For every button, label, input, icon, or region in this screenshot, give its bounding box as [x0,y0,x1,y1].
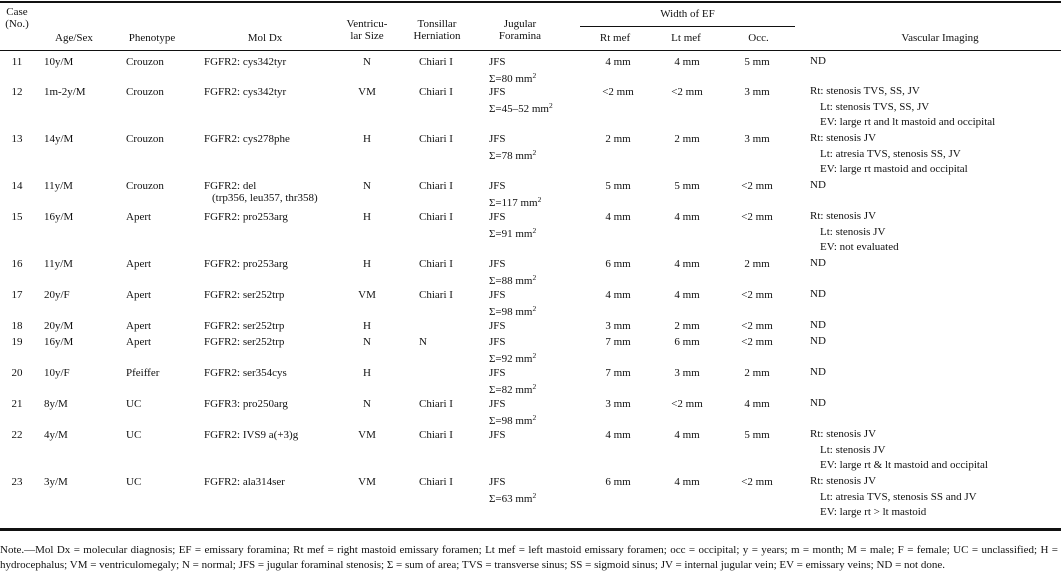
jf-area-text: Σ=80 mm [489,73,533,85]
jf-area-text: Σ=88 mm [489,275,533,287]
age-sex: 8y/M [44,398,68,410]
phenotype: Pfeiffer [126,367,160,379]
mol-dx [204,289,284,301]
jf-area-text: Σ=91 mm [489,228,533,240]
jugular-foramina [489,476,536,505]
ventricular-size: H [363,320,371,332]
jfs-text: JFS [489,289,506,301]
tonsillar-herniation: Chiari I [419,429,453,441]
lt-mef: 2 mm [674,133,700,145]
mol-dx-line: FGFR2: del [204,180,257,192]
lt-mef: 5 mm [674,180,700,192]
case-number: 21 [11,398,23,410]
vascular-line: Rt: stenosis JV [810,210,877,222]
vascular-line: ND [810,179,826,191]
jfs-text: JFS [489,56,506,68]
width-of-ef-rule [580,26,795,27]
jfs-label [489,336,536,348]
jfs-label [489,211,536,223]
lt-mef: 3 mm [674,367,700,379]
jf-area-text: Σ=78 mm [489,150,533,162]
header-occ: Occ. [748,32,769,44]
tonsillar-herniation: Chiari I [419,258,453,270]
rt-mef: 4 mm [605,289,631,301]
age-sex: 14y/M [44,133,74,145]
age-sex: 11y/M [44,258,73,270]
ventricular-size: N [363,398,371,410]
vascular-imaging [810,256,826,272]
jfs-text: JFS [489,336,506,348]
case-number: 18 [11,320,23,332]
tonsillar-herniation: N [419,336,427,348]
lt-mef: 6 mm [674,336,700,348]
occ: <2 mm [741,289,773,301]
jfs-text: JFS [489,133,506,145]
jfs-label [489,367,536,379]
tonsillar-herniation: Chiari I [419,86,453,98]
mol-dx [204,336,284,348]
vascular-line: EV: not evaluated [820,241,899,254]
ventricular-size: VM [358,476,376,488]
lt-mef: 4 mm [674,211,700,223]
rt-mef: <2 mm [602,86,634,98]
phenotype: UC [126,476,142,488]
mol-dx-line: FGFR2: cys342tyr [204,86,287,98]
phenotype: Crouzon [126,133,164,145]
area-unit-exponent: 2 [532,71,537,80]
ventricular-size: H [363,367,371,379]
jf-area-sum [489,100,553,115]
ventricular-size: H [363,211,371,223]
mol-dx [204,258,288,270]
jf-area-sum [489,381,536,396]
mol-dx-line: FGFR3: pro250arg [204,398,288,410]
age-sex: 10y/F [44,367,70,379]
occ: <2 mm [741,476,773,488]
tonsillar-herniation: Chiari I [419,398,453,410]
occ: <2 mm [741,320,773,332]
jfs-text: JFS [489,398,506,410]
case-number: 20 [11,367,23,379]
vascular-line: EV: large rt and lt mastoid and occipital [820,116,996,129]
mol-dx [204,86,286,98]
phenotype: UC [126,398,142,410]
area-unit-exponent: 2 [537,195,542,204]
mol-dx [204,476,285,488]
jugular-foramina [489,429,506,441]
phenotype: Apert [126,211,152,223]
vascular-imaging [810,178,826,194]
age-sex: 20y/M [44,320,74,332]
vascular-line: Rt: stenosis JV [810,132,877,144]
vascular-line: ND [810,366,826,378]
occ: <2 mm [741,180,773,192]
rt-mef: 3 mm [605,398,631,410]
lt-mef: 4 mm [674,56,700,68]
rt-mef: 7 mm [605,336,631,348]
jugular-foramina [489,56,536,85]
mol-dx-line: FGFR2: pro253arg [204,211,288,223]
age-sex: 10y/M [44,56,74,68]
age-sex: 4y/M [44,429,68,441]
header-rule [0,50,1061,51]
vascular-imaging [810,334,826,350]
phenotype: Apert [126,336,152,348]
vascular-imaging [810,396,826,412]
mol-dx-line: FGFR2: ser354cys [204,367,287,379]
area-unit-exponent: 2 [548,101,553,110]
age-sex: 3y/M [44,476,68,488]
jf-area-text: Σ=98 mm [489,306,533,318]
header-tonsillar-herniation: Tonsillar Herniation [413,18,461,42]
table-note: Note.—Mol Dx = molecular diagnosis; EF = emissary foramina; Rt mef = right mastoid emissary foramen; Lt mef = left mastoid emissary foramen; occ = occipital; y = years; m = month; M = male; F = female; UC = unclassified; H = hydrocephalus; VM = ventriculomegaly; N = normal; JFS = jugular foraminal stenosis; Σ = sum of area; TVS = transverse sinus; SS = sigmoid sinus; JV = internal jugular vein; EV = emissary veins; ND = not done. [0,544,1058,571]
vascular-imaging [810,365,826,381]
vascular-line: ND [810,288,826,300]
tonsillar-herniation: Chiari I [419,56,453,68]
jfs-text: JFS [489,429,506,441]
jf-area-text: Σ=63 mm [489,493,533,505]
jfs-text: JFS [489,211,506,223]
case-number: 17 [11,289,23,301]
phenotype: Crouzon [126,86,164,98]
rt-mef: 4 mm [605,429,631,441]
vascular-imaging [810,131,968,178]
header-age-sex: Age/Sex [55,32,93,44]
jugular-foramina [489,180,541,209]
age-sex: 11y/M [44,180,73,192]
vascular-imaging [810,474,977,521]
tonsillar-herniation: Chiari I [419,289,453,301]
jfs-label [489,398,536,410]
jfs-label [489,320,506,332]
lt-mef: <2 mm [671,398,703,410]
tonsillar-herniation: Chiari I [419,180,453,192]
jfs-text: JFS [489,180,506,192]
area-unit-exponent: 2 [532,413,537,422]
rt-mef: 4 mm [605,56,631,68]
tonsillar-herniation: Chiari I [419,211,453,223]
vascular-line: Rt: stenosis TVS, SS, JV [810,85,920,97]
age-sex: 16y/M [44,211,74,223]
vascular-imaging [810,209,899,256]
vascular-imaging [810,427,988,474]
jf-area-sum [489,147,536,162]
occ: 4 mm [744,398,770,410]
occ: 5 mm [744,56,770,68]
mol-dx [204,56,286,68]
occ: 2 mm [744,258,770,270]
jugular-foramina [489,133,536,162]
jfs-label [489,289,536,301]
vascular-line: EV: large rt mastoid and occipital [820,163,968,176]
ventricular-size: N [363,336,371,348]
case-number: 16 [11,258,23,270]
case-number: 22 [11,429,23,441]
case-number: 13 [11,133,23,145]
occ: 2 mm [744,367,770,379]
rt-mef: 5 mm [605,180,631,192]
jfs-label [489,476,536,488]
jf-area-sum [489,70,536,85]
tonsillar-herniation: Chiari I [419,476,453,488]
jfs-text: JFS [489,367,506,379]
top-rule [0,1,1061,3]
jugular-foramina [489,367,536,396]
jfs-text: JFS [489,86,506,98]
area-unit-exponent: 2 [532,148,537,157]
rt-mef: 6 mm [605,258,631,270]
ventricular-size: VM [358,86,376,98]
lt-mef: 4 mm [674,476,700,488]
ventricular-size: VM [358,289,376,301]
occ: 3 mm [744,133,770,145]
vascular-line: Lt: stenosis JV [820,443,886,456]
header-jugular-foramina: Jugular Foramina [498,18,542,42]
jugular-foramina [489,336,536,365]
vascular-line: ND [810,55,826,67]
jf-area-sum [489,272,536,287]
jfs-label [489,86,553,98]
age-sex: 1m-2y/M [44,86,86,98]
jfs-label [489,429,506,441]
jugular-foramina [489,258,536,287]
area-unit-exponent: 2 [532,273,537,282]
ventricular-size: N [363,180,371,192]
jfs-label [489,180,541,192]
vascular-imaging [810,84,995,131]
jf-area-text: Σ=92 mm [489,353,533,365]
tonsillar-herniation: Chiari I [419,133,453,145]
mol-dx [204,367,287,379]
rt-mef: 2 mm [605,133,631,145]
occ: 5 mm [744,429,770,441]
header-lt-mef: Lt mef [671,32,701,44]
vascular-imaging [810,54,826,70]
lt-mef: 2 mm [674,320,700,332]
jfs-text: JFS [489,476,506,488]
mol-dx [204,180,318,204]
mol-dx-line: FGFR2: ser252trp [204,289,285,301]
case-number: 12 [11,86,23,98]
mol-dx [204,320,284,332]
jfs-text: JFS [489,258,506,270]
phenotype: UC [126,429,142,441]
vascular-line: Lt: atresia TVS, stenosis SS, JV [820,147,961,160]
header-case: Case (No.) [5,6,29,30]
mol-dx [204,211,288,223]
mol-dx [204,429,298,441]
area-unit-exponent: 2 [532,304,537,313]
vascular-line: Rt: stenosis JV [810,475,877,487]
case-number: 23 [11,476,23,488]
jugular-foramina [489,320,506,332]
area-unit-exponent: 2 [532,351,537,360]
vascular-imaging [810,318,826,334]
header-width-of-ef: Width of EF [660,8,715,20]
jugular-foramina [489,86,553,115]
mol-dx-line: (trp356, leu357, thr358) [212,192,318,204]
occ: <2 mm [741,336,773,348]
jfs-label [489,133,536,145]
ventricular-size: H [363,133,371,145]
mol-dx-line: FGFR2: pro253arg [204,258,288,270]
phenotype: Crouzon [126,56,164,68]
ventricular-size: N [363,56,371,68]
vascular-imaging [810,287,826,303]
age-sex: 20y/F [44,289,70,301]
header-mol-dx: Mol Dx [247,32,283,44]
area-unit-exponent: 2 [532,382,537,391]
area-unit-exponent: 2 [532,226,537,235]
jf-area-text: Σ=98 mm [489,415,533,427]
jugular-foramina [489,211,536,240]
jfs-text: JFS [489,320,506,332]
vascular-line: EV: large rt > lt mastoid [820,506,927,519]
lt-mef: 4 mm [674,258,700,270]
mol-dx-line: FGFR2: ser252trp [204,336,285,348]
rt-mef: 4 mm [605,211,631,223]
jf-area-sum [489,303,536,318]
jf-area-text: Σ=117 mm [489,197,538,209]
header-vascular-imaging: Vascular Imaging [901,32,979,44]
lt-mef: <2 mm [671,86,703,98]
vascular-line: Rt: stenosis JV [810,428,877,440]
vascular-line: Lt: stenosis JV [820,225,886,238]
vascular-line: Lt: atresia TVS, stenosis SS and JV [820,490,977,503]
jf-area-sum [489,225,536,240]
jf-area-sum [489,350,536,365]
jugular-foramina [489,289,536,318]
jfs-label [489,258,536,270]
jf-area-sum [489,490,536,505]
jf-area-sum [489,412,536,427]
phenotype: Apert [126,289,152,301]
vascular-line: ND [810,397,826,409]
jf-area-text: Σ=82 mm [489,384,533,396]
header-ventricular-size: Ventricu- lar Size [346,18,388,42]
vascular-line: ND [810,335,826,347]
ventricular-size: H [363,258,371,270]
mol-dx-line: FGFR2: cys278phe [204,133,290,145]
area-unit-exponent: 2 [532,491,537,500]
mol-dx-line: FGFR2: cys342tyr [204,56,287,68]
jfs-label [489,56,536,68]
vascular-line: Lt: stenosis TVS, SS, JV [820,100,930,113]
mol-dx [204,133,290,145]
mol-dx-line: FGFR2: IVS9 a(+3)g [204,429,299,441]
case-number: 14 [11,180,23,192]
jf-area-sum [489,194,541,209]
phenotype: Crouzon [126,180,164,192]
bottom-rule [0,528,1061,531]
lt-mef: 4 mm [674,429,700,441]
header-phenotype: Phenotype [128,32,176,44]
mol-dx-line: FGFR2: ala314ser [204,476,285,488]
vascular-line: EV: large rt & lt mastoid and occipital [820,459,988,472]
vascular-line: ND [810,319,826,331]
case-number: 19 [11,336,23,348]
occ: <2 mm [741,211,773,223]
header-rt-mef: Rt mef [599,32,631,44]
age-sex: 16y/M [44,336,74,348]
jf-area-text: Σ=45–52 mm [489,103,549,115]
ventricular-size: VM [358,429,376,441]
occ: 3 mm [744,86,770,98]
lt-mef: 4 mm [674,289,700,301]
rt-mef: 3 mm [605,320,631,332]
mol-dx [204,398,288,410]
rt-mef: 7 mm [605,367,631,379]
phenotype: Apert [126,258,152,270]
case-number: 11 [11,56,23,68]
mol-dx-line: FGFR2: ser252trp [204,320,285,332]
phenotype: Apert [126,320,152,332]
jugular-foramina [489,398,536,427]
vascular-line: ND [810,257,826,269]
rt-mef: 6 mm [605,476,631,488]
case-number: 15 [11,211,23,223]
